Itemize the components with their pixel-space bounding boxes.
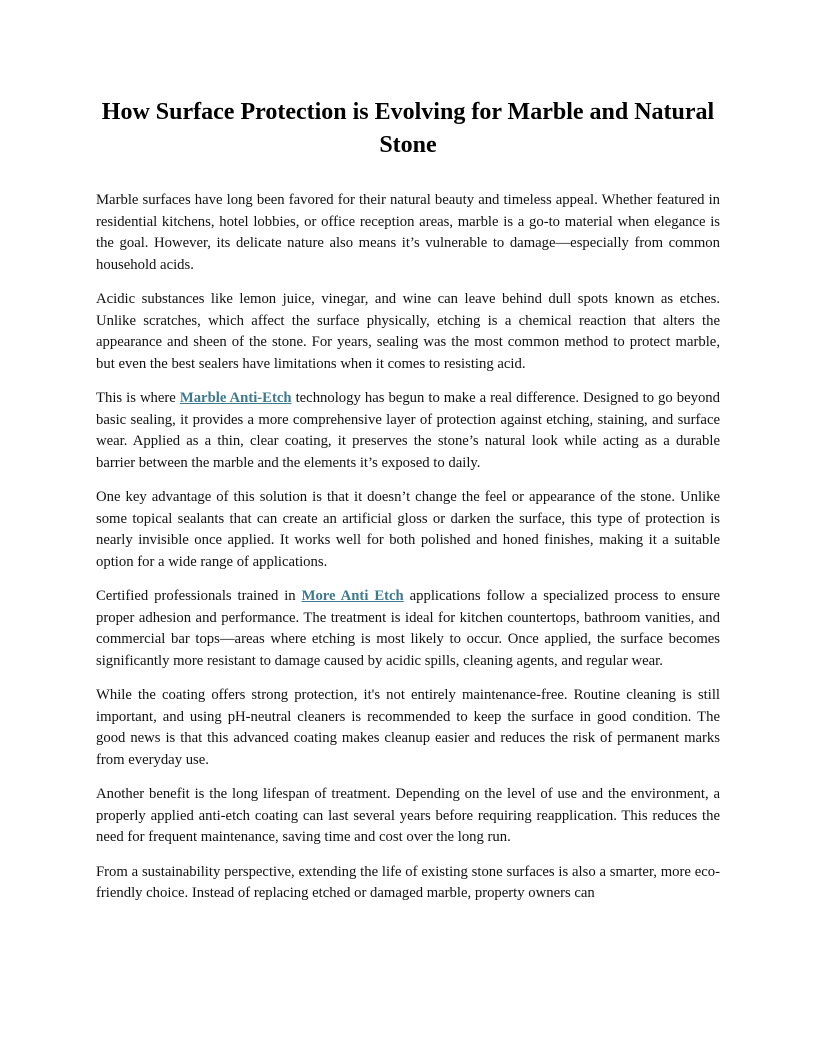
paragraph-text: One key advantage of this solution is that it doesn’t change the feel or appearance of the stone. Unlike some topical sealants that can create an artificial gloss or darken the surface, this type of protection is nearly invisible once applied. It works well for both polished and honed finishes, making it a suitable option for a wide range of applications. xyxy=(96,489,720,570)
paragraph-professionals xyxy=(96,586,720,672)
paragraph-maintenance xyxy=(96,685,720,771)
more-anti-etch-link[interactable]: More Anti Etch xyxy=(301,588,404,604)
paragraph-text: From a sustainability perspective, extending the life of existing stone surfaces is also a smarter, more eco-friendly choice. Instead of replacing etched or damaged marble, property owners can xyxy=(96,863,720,901)
paragraph-acids xyxy=(96,289,720,375)
paragraph-text-before: Certified professionals trained in xyxy=(96,588,302,604)
paragraph-text-before: This is where xyxy=(96,390,180,406)
paragraph-sustainability xyxy=(96,862,720,905)
document-page xyxy=(96,96,720,918)
paragraph-text: While the coating offers strong protection, it's not entirely maintenance-free. Routine cleaning is still important, and using pH-neutral cleaners is recommended to keep the surface in good condition. The good news is that this advanced coating makes cleanup easier and reduces the risk of permanent marks from everyday use. xyxy=(96,687,720,768)
paragraph-text: Another benefit is the long lifespan of treatment. Depending on the level of use and the environment, a properly applied anti-etch coating can last several years before requiring reapplication. This reduces the need for frequent maintenance, saving time and cost over the long run. xyxy=(96,786,720,845)
paragraph-lifespan xyxy=(96,784,720,849)
paragraph-text-after: technology has begun to make a real difference. Designed to go beyond basic sealing, it provides a more comprehensive layer of protection against etching, staining, and surface wear. Applied as a thin, clear coating, it preserves the stone’s natural look while acting as a durable barrier between the marble and the elements it’s exposed to daily. xyxy=(96,390,720,471)
paragraph-text: Marble surfaces have long been favored for their natural beauty and timeless appeal. Whether featured in residential kitchens, hotel lobbies, or office reception areas, marble is a go-to material when elegance is the goal. However, its delicate nature also means it’s vulnerable to damage—especially from common household acids. xyxy=(96,192,720,273)
paragraph-anti-etch xyxy=(96,388,720,474)
marble-anti-etch-link[interactable]: Marble Anti-Etch xyxy=(179,390,292,406)
paragraph-advantage xyxy=(96,487,720,573)
paragraph-text-after: applications follow a specialized process to ensure proper adhesion and performance. The treatment is ideal for kitchen countertops, bathroom vanities, and commercial bar tops—areas where etching is most likely to occur. Once applied, the surface becomes significantly more resistant to damage caused by acidic spills, cleaning agents, and regular wear. xyxy=(96,588,720,669)
paragraph-text: Acidic substances like lemon juice, vinegar, and wine can leave behind dull spots known as etches. Unlike scratches, which affect the surface physically, etching is a chemical reaction that alters the appearance and sheen of the stone. For years, sealing was the most common method to protect marble, but even the best sealers have limitations when it comes to resisting acid. xyxy=(96,291,720,372)
paragraph-intro xyxy=(96,190,720,276)
document-title: How Surface Protection is Evolving for Marble and Natural Stone xyxy=(101,99,715,158)
